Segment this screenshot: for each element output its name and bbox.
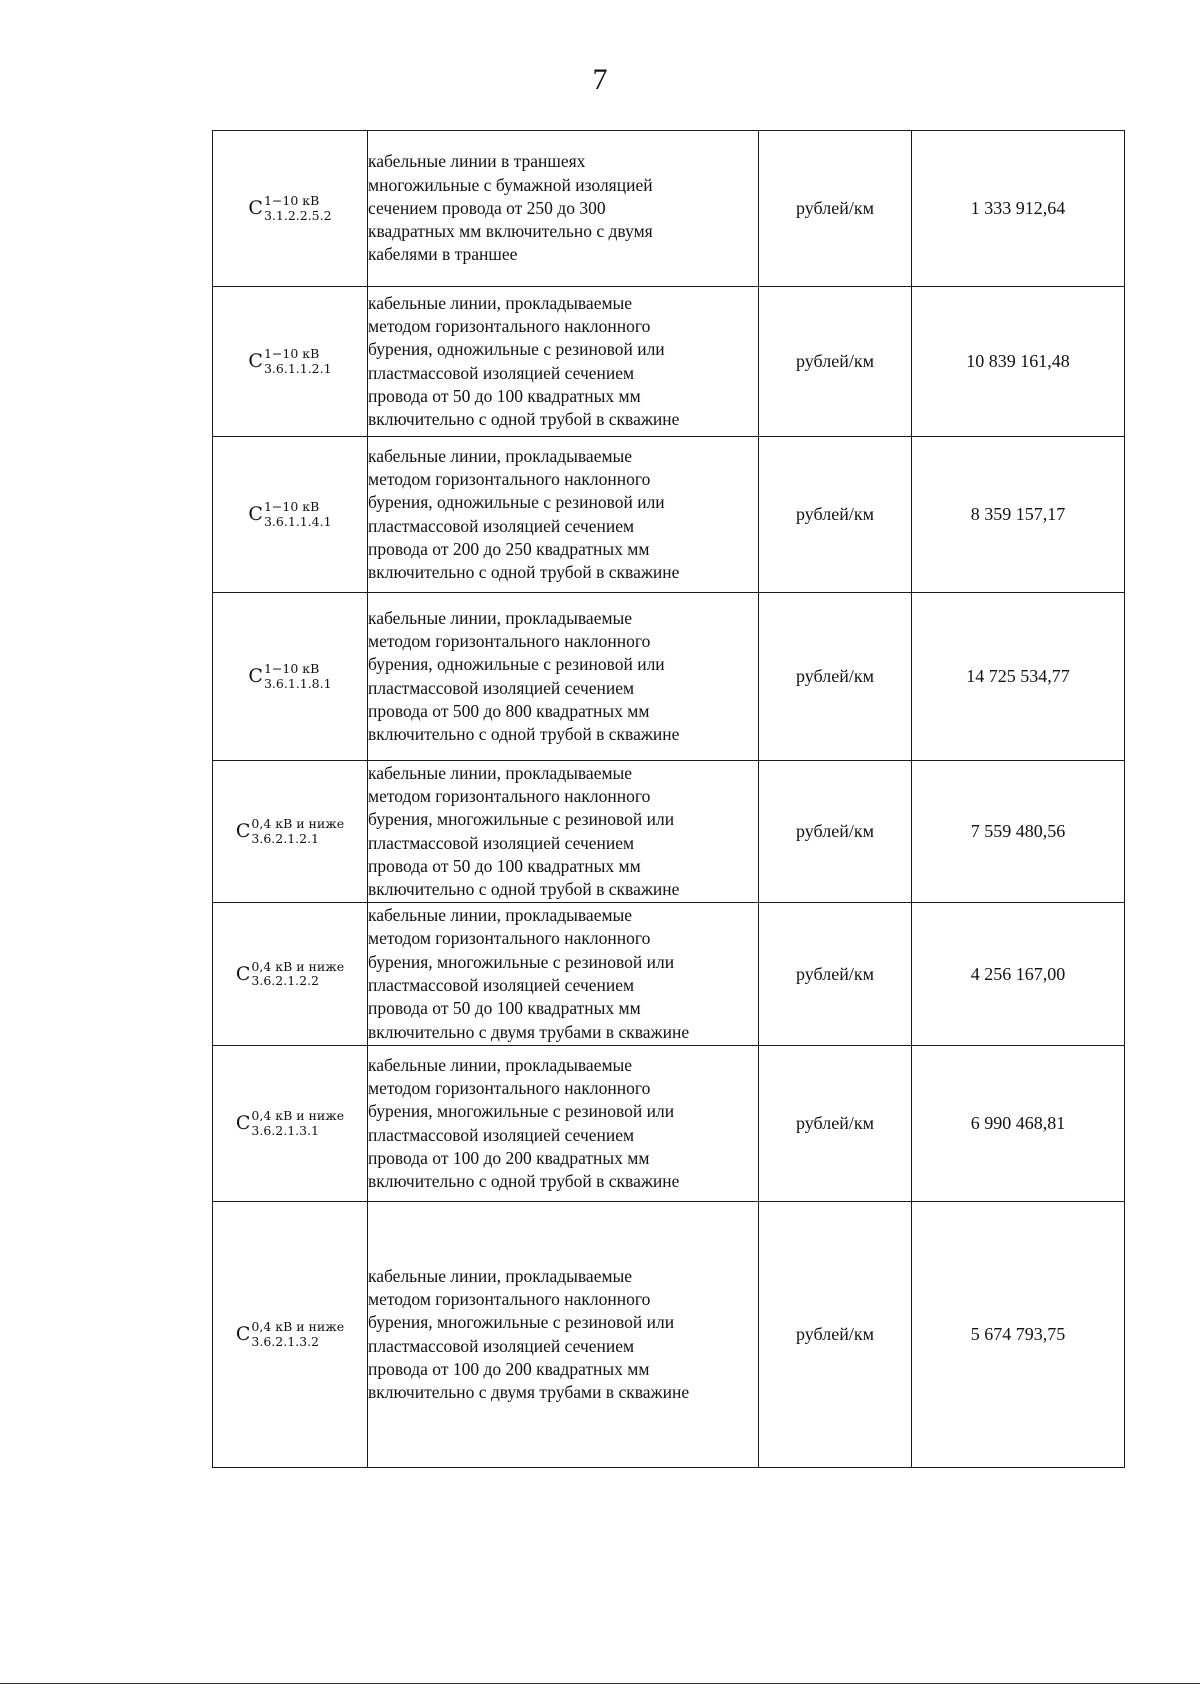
rate-symbol-cell	[213, 1202, 368, 1468]
rate-symbol-voltage: 0,4 кВ и ниже	[251, 1319, 345, 1334]
rate-description-line: включительно с одной трубой в скважине	[368, 562, 680, 583]
rate-value: 10 839 161,48	[912, 287, 1125, 437]
rate-description-line: бурения, одножильные с резиновой или	[368, 339, 665, 360]
rate-description-cell	[368, 903, 759, 1046]
rate-description-line: методом горизонтального наклонного	[368, 315, 651, 336]
rate-symbol	[248, 348, 331, 375]
rate-symbol-voltage: 1−10 кВ	[263, 499, 320, 514]
rates-table-body	[213, 131, 1125, 1468]
rate-symbol-cell	[213, 761, 368, 903]
table-row	[213, 131, 1125, 287]
rate-description-line: бурения, многожильные с резиновой или	[368, 809, 675, 830]
rate-description-line: провода от 50 до 100 квадратных мм	[368, 855, 641, 876]
rate-unit: рублей/км	[759, 761, 912, 903]
rate-symbol-scripts	[264, 195, 332, 222]
rate-symbol-letter: C	[235, 820, 251, 842]
rate-value: 4 256 167,00	[912, 903, 1125, 1046]
rate-description-line: включительно с одной трубой в скважине	[368, 1171, 680, 1192]
rate-symbol-code: 3.6.2.1.3.1	[251, 1122, 320, 1138]
rate-description-line: бурения, одножильные с резиновой или	[368, 654, 665, 675]
rate-symbol-letter: C	[235, 1323, 251, 1345]
rate-symbol	[248, 501, 331, 528]
rate-symbol-scripts	[264, 663, 332, 690]
rate-unit: рублей/км	[759, 1202, 912, 1468]
rate-symbol-letter: C	[248, 350, 263, 372]
rate-description-line: методом горизонтального наклонного	[368, 1288, 651, 1309]
table-row	[213, 1202, 1125, 1468]
page-number: 7	[592, 63, 608, 96]
rate-description-line: пластмассовой изоляцией сечением	[368, 515, 635, 536]
rate-description-line: включительно с одной трубой в скважине	[368, 879, 680, 900]
rate-description-line: бурения, многожильные с резиновой или	[368, 1312, 675, 1333]
rate-symbol-voltage: 0,4 кВ и ниже	[251, 1108, 345, 1123]
rate-description-cell	[368, 593, 759, 761]
rate-description-line: бурения, многожильные с резиновой или	[368, 951, 675, 972]
table-row	[213, 1046, 1125, 1202]
rate-symbol-code: 3.6.2.1.2.2	[251, 973, 320, 988]
table-row	[213, 761, 1125, 903]
rate-symbol	[248, 195, 331, 222]
rate-value: 14 725 534,77	[912, 593, 1125, 761]
rate-description-line: пластмассовой изоляцией сечением	[368, 1335, 635, 1356]
rate-description-line: провода от 50 до 100 квадратных мм	[368, 385, 641, 406]
rate-description-line: сечением провода от 250 до 300	[368, 197, 606, 218]
rate-symbol-letter: C	[248, 197, 263, 219]
rate-description-line: кабельные линии, прокладываемые	[368, 445, 633, 466]
rate-symbol-letter: C	[248, 665, 263, 687]
rate-description-line: пластмассовой изоляцией сечением	[368, 975, 635, 995]
rate-symbol-scripts	[264, 501, 332, 528]
rate-symbol-cell	[213, 593, 368, 761]
rate-symbol-cell	[213, 1046, 368, 1202]
rate-value: 6 990 468,81	[912, 1046, 1125, 1202]
rate-symbol-code: 3.6.1.1.4.1	[263, 513, 332, 529]
rate-unit: рублей/км	[759, 437, 912, 593]
rate-description-cell	[368, 761, 759, 903]
rate-symbol-voltage: 1−10 кВ	[263, 661, 320, 676]
rate-description-line: квадратных мм включительно с двумя	[368, 221, 653, 242]
rate-symbol-scripts	[251, 1321, 344, 1348]
rate-symbol	[236, 1321, 344, 1348]
rate-symbol-code: 3.6.1.1.8.1	[263, 675, 332, 691]
rate-symbol-scripts	[251, 1110, 344, 1137]
rate-symbol-letter: C	[248, 503, 263, 525]
rate-description-line: провода от 500 до 800 квадратных мм	[368, 700, 650, 721]
rate-unit: рублей/км	[759, 903, 912, 1046]
rate-symbol	[236, 818, 344, 845]
rate-symbol-code: 3.6.2.1.2.1	[251, 830, 320, 846]
rate-description-line: провода от 100 до 200 квадратных мм	[368, 1147, 650, 1168]
rate-description-line: провода от 200 до 250 квадратных мм	[368, 538, 650, 559]
rate-description-line: многожильные с бумажной изоляцией	[368, 174, 653, 195]
rate-symbol-cell	[213, 287, 368, 437]
rate-unit: рублей/км	[759, 593, 912, 761]
rate-description-line: кабельные линии, прокладываемые	[368, 1054, 633, 1075]
rates-table	[212, 130, 1125, 1468]
rate-description-line: методом горизонтального наклонного	[368, 630, 651, 651]
rate-symbol-scripts	[251, 958, 345, 988]
rate-description-line: пластмассовой изоляцией сечением	[368, 1124, 635, 1145]
rate-description-line: методом горизонтального наклонного	[368, 468, 651, 489]
rate-symbol	[248, 663, 331, 690]
rate-description-line: провода от 50 до 100 квадратных мм	[368, 998, 641, 1019]
rate-symbol	[236, 1110, 344, 1137]
rate-description-line: кабельные линии, прокладываемые	[368, 762, 633, 783]
rate-value: 1 333 912,64	[912, 131, 1125, 287]
rate-description-line: кабельные линии, прокладываемые	[368, 607, 633, 628]
rate-symbol-voltage: 0,4 кВ и ниже	[251, 958, 345, 974]
rate-description-line: включительно с одной трубой в скважине	[368, 724, 680, 745]
rate-unit: рублей/км	[759, 287, 912, 437]
rate-symbol-voltage: 1−10 кВ	[263, 346, 320, 361]
rate-value: 5 674 793,75	[912, 1202, 1125, 1468]
rate-symbol-voltage: 0,4 кВ и ниже	[251, 816, 345, 831]
rate-description-line: методом горизонтального наклонного	[368, 1077, 651, 1098]
rate-symbol-code: 3.6.2.1.3.2	[251, 1333, 320, 1349]
rate-value: 8 359 157,17	[912, 437, 1125, 593]
rate-symbol	[235, 958, 345, 988]
rate-symbol-cell	[213, 131, 368, 287]
rate-symbol-letter: C	[235, 962, 251, 985]
rate-description-cell	[368, 1046, 759, 1202]
rate-description-cell	[368, 131, 759, 287]
table-row	[213, 437, 1125, 593]
rate-description-line: включительно с одной трубой в скважине	[368, 409, 680, 430]
rate-description-line: кабельные линии в траншеях	[368, 151, 586, 172]
rate-description-line: пластмассовой изоляцией сечением	[368, 677, 635, 698]
rate-description-line: пластмассовой изоляцией сечением	[368, 362, 635, 383]
rate-symbol-cell	[213, 903, 368, 1046]
rate-description-cell	[368, 1202, 759, 1468]
rate-symbol-scripts	[251, 818, 344, 845]
rate-symbol-scripts	[264, 348, 332, 375]
rate-description-line: кабелями в траншее	[368, 244, 518, 265]
rate-description-line: кабельные линии, прокладываемые	[368, 292, 633, 313]
bottom-divider	[0, 1683, 1200, 1684]
table-row	[213, 903, 1125, 1046]
rate-unit: рублей/км	[759, 131, 912, 287]
rate-description-line: включительно с двумя трубами в скважине	[368, 1021, 690, 1042]
rate-description-cell	[368, 437, 759, 593]
rate-description-line: включительно с двумя трубами в скважине	[368, 1382, 690, 1403]
table-row	[213, 593, 1125, 761]
table-row	[213, 287, 1125, 437]
rate-description-cell	[368, 287, 759, 437]
rate-symbol-voltage: 1−10 кВ	[263, 193, 320, 208]
rate-symbol-letter: C	[235, 1112, 251, 1134]
rate-value: 7 559 480,56	[912, 761, 1125, 903]
rate-description-line: кабельные линии, прокладываемые	[368, 1265, 633, 1286]
rate-symbol-cell	[213, 437, 368, 593]
rate-symbol-code: 3.1.2.2.5.2	[263, 207, 332, 223]
rate-description-line: методом горизонтального наклонного	[368, 785, 651, 806]
rate-description-line: кабельные линии, прокладываемые	[368, 905, 633, 926]
rate-symbol-code: 3.6.1.1.2.1	[263, 360, 332, 376]
rate-description-line: пластмассовой изоляцией сечением	[368, 832, 635, 853]
rate-description-line: провода от 100 до 200 квадратных мм	[368, 1358, 650, 1379]
rate-unit: рублей/км	[759, 1046, 912, 1202]
rate-description-line: бурения, одножильные с резиновой или	[368, 492, 665, 513]
rate-description-line: бурения, многожильные с резиновой или	[368, 1101, 675, 1122]
rate-description-line: методом горизонтального наклонного	[368, 928, 651, 949]
